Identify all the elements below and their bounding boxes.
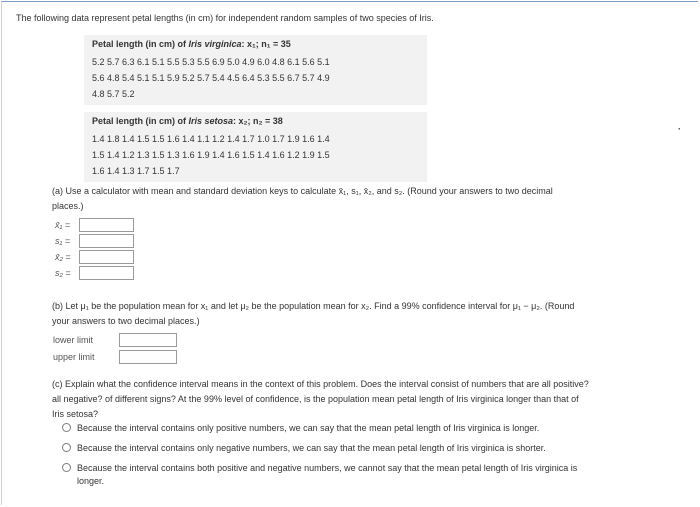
s1-input[interactable] — [79, 234, 134, 248]
s2-row — [55, 266, 134, 280]
option-mixed[interactable] — [62, 462, 577, 488]
xbar2-label: x̄₂ = — [55, 252, 71, 262]
xbar2-input[interactable] — [79, 250, 134, 264]
lower-limit-label: lower limit — [53, 335, 94, 345]
option-text: Because the interval contains only negative numbers, we can say that the mean petal length of Iris virginica is shorter. — [77, 443, 546, 453]
part-b-question: (b) Let μ₁ be the population mean for x₁ and let μ₂ be the population mean for x₂. Find a 99% confidence interval for μ₁ − μ₂. (Round your answers to two decimal places.) — [52, 301, 575, 326]
setosa-row-3: 1.6 1.4 1.3 1.7 1.5 1.7 — [92, 166, 180, 176]
radio-button[interactable] — [62, 463, 71, 472]
option-negative[interactable] — [62, 442, 546, 455]
virginica-heading: Petal length (in cm) of Iris virginica: x₁; n₁ = 35 — [92, 39, 291, 49]
s1-row — [55, 234, 134, 248]
option-text: Because the interval contains only positive numbers, we can say that the mean petal length of Iris virginica is longer. — [77, 423, 540, 433]
lower-limit-input[interactable] — [119, 333, 177, 347]
marker-dot: · — [678, 124, 681, 134]
setosa-row-1: 1.4 1.8 1.4 1.5 1.5 1.6 1.4 1.1 1.2 1.4 1.7 1.0 1.7 1.9 1.6 1.4 — [92, 134, 330, 144]
lower-limit-row — [53, 333, 177, 347]
virginica-data-box — [84, 35, 427, 105]
s1-label: s₁ = — [55, 236, 71, 246]
s2-input[interactable] — [79, 266, 134, 280]
radio-button[interactable] — [62, 443, 71, 452]
setosa-data-box — [84, 112, 427, 182]
setosa-row-2: 1.5 1.4 1.2 1.3 1.5 1.3 1.6 1.9 1.4 1.6 1.5 1.4 1.6 1.2 1.9 1.5 — [92, 150, 330, 160]
xbar2-row — [55, 250, 134, 264]
xbar1-input[interactable] — [79, 218, 134, 232]
virginica-row-1: 5.2 5.7 6.3 6.1 5.1 5.5 5.3 5.5 6.9 5.0 4.9 6.0 4.8 6.1 5.6 5.1 — [92, 57, 330, 67]
xbar1-label: x̄₁ = — [55, 220, 71, 230]
virginica-row-2: 5.6 4.8 5.4 5.1 5.1 5.9 5.2 5.7 5.4 4.5 6.4 5.3 5.5 6.7 5.7 4.9 — [92, 73, 330, 83]
part-a-question: (a) Use a calculator with mean and standard deviation keys to calculate x̄₁, s₁, x̄₂, and s₂. (Round your answers to two decimal places.) — [52, 186, 553, 211]
option-positive[interactable] — [62, 422, 539, 435]
setosa-heading: Petal length (in cm) of Iris setosa: x₂; n₂ = 38 — [92, 116, 283, 126]
virginica-row-3: 4.8 5.7 5.2 — [92, 89, 135, 99]
xbar1-row — [55, 218, 134, 232]
s2-label: s₂ = — [55, 268, 71, 278]
part-c-question: (c) Explain what the confidence interval means in the context of this problem. Does the interval consist of numbers that are all positive? all negative? of different signs? At the 99% level of confidence, is the population mean petal length of Iris virginica longer than that of Iris setosa? — [52, 379, 589, 419]
upper-limit-label: upper limit — [53, 352, 95, 362]
option-text: Because the interval contains both positive and negative numbers, we cannot say that the mean petal length of Iris virginica is longer. — [77, 463, 578, 486]
upper-limit-row — [53, 350, 177, 364]
upper-limit-input[interactable] — [119, 350, 177, 364]
problem-intro: The following data represent petal lengths (in cm) for independent random samples of two species of Iris. — [16, 13, 434, 23]
radio-button[interactable] — [62, 423, 71, 432]
